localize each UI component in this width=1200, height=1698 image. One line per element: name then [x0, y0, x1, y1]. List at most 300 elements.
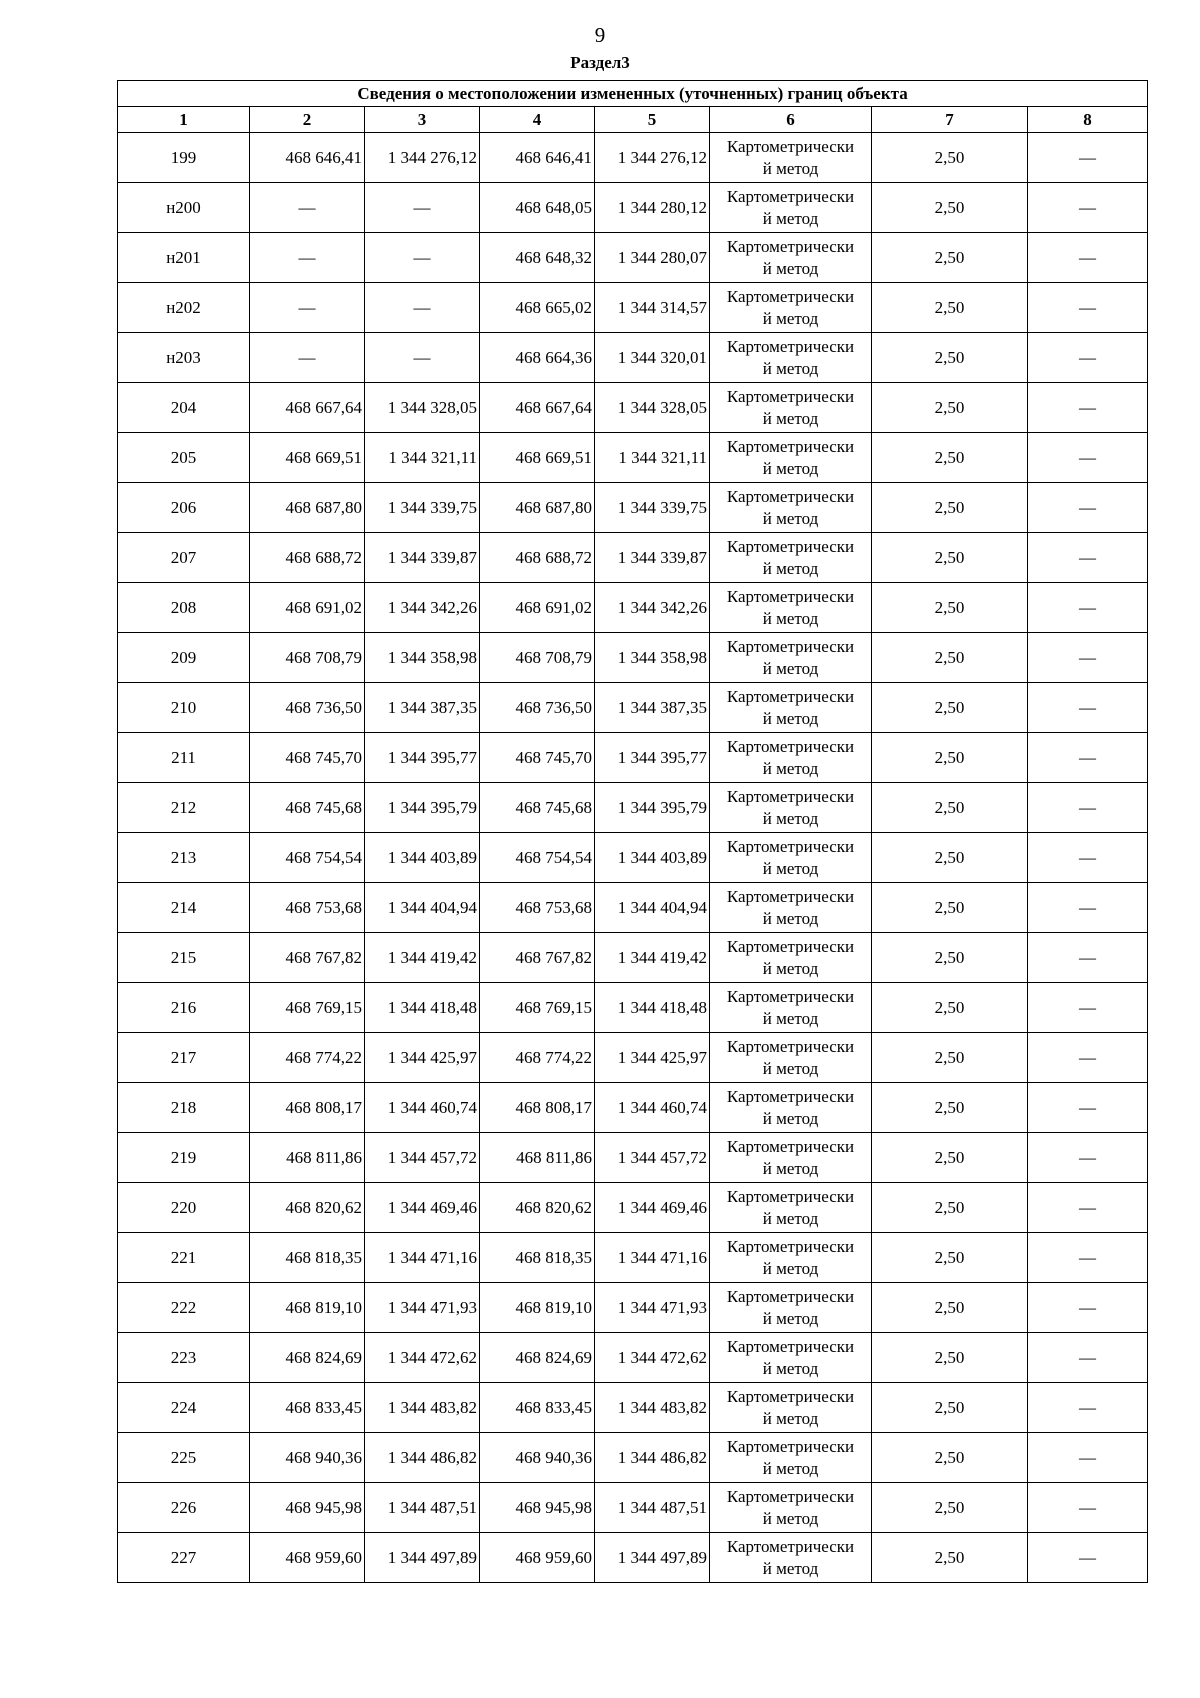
y-new-cell: 1 344 339,75 — [595, 483, 710, 533]
description-cell: — — [1028, 1483, 1148, 1533]
description-cell: — — [1028, 983, 1148, 1033]
method-cell — [710, 383, 872, 433]
description-cell: — — [1028, 833, 1148, 883]
y-new-cell: 1 344 483,82 — [595, 1383, 710, 1433]
description-cell: — — [1028, 1333, 1148, 1383]
table-row — [118, 483, 1148, 533]
point-number-cell: 207 — [118, 533, 250, 583]
point-number-cell: 213 — [118, 833, 250, 883]
method-line-1: Картометрически — [726, 886, 855, 906]
y-new-cell: 1 344 497,89 — [595, 1533, 710, 1583]
method-cell — [710, 283, 872, 333]
table-row — [118, 183, 1148, 233]
point-number-cell: 223 — [118, 1333, 250, 1383]
method-line-2: й метод — [762, 1108, 819, 1128]
y-old-cell: 1 344 471,93 — [365, 1283, 480, 1333]
x-new-cell: 468 687,80 — [480, 483, 595, 533]
point-number-cell: 210 — [118, 683, 250, 733]
y-new-cell: 1 344 339,87 — [595, 533, 710, 583]
method-line-2: й метод — [762, 708, 819, 728]
description-cell: — — [1028, 333, 1148, 383]
x-old-cell: 468 811,86 — [250, 1133, 365, 1183]
method-line-2: й метод — [762, 758, 819, 778]
table-caption: Сведения о местоположении измененных (уточненных) границ объекта — [118, 81, 1148, 107]
table-caption-row — [118, 81, 1148, 107]
point-number-cell: 225 — [118, 1433, 250, 1483]
method-cell — [710, 1233, 872, 1283]
table-row — [118, 1183, 1148, 1233]
table-row — [118, 333, 1148, 383]
method-line-1: Картометрически — [726, 936, 855, 956]
method-line-2: й метод — [762, 1008, 819, 1028]
x-new-cell: 468 940,36 — [480, 1433, 595, 1483]
description-cell: — — [1028, 583, 1148, 633]
precision-cell: 2,50 — [872, 1533, 1028, 1583]
method-line-1: Картометрически — [726, 386, 855, 406]
method-line-1: Картометрически — [726, 236, 855, 256]
point-number-cell: 206 — [118, 483, 250, 533]
y-old-cell: 1 344 395,77 — [365, 733, 480, 783]
x-old-cell: — — [250, 283, 365, 333]
precision-cell: 2,50 — [872, 1083, 1028, 1133]
table-row — [118, 1033, 1148, 1083]
method-line-2: й метод — [762, 608, 819, 628]
description-cell: — — [1028, 633, 1148, 683]
method-line-1: Картометрически — [726, 1236, 855, 1256]
y-old-cell: 1 344 395,79 — [365, 783, 480, 833]
x-new-cell: 468 808,17 — [480, 1083, 595, 1133]
column-number-3: 3 — [365, 107, 480, 133]
table-row — [118, 683, 1148, 733]
method-cell — [710, 883, 872, 933]
y-old-cell: — — [365, 283, 480, 333]
table-row — [118, 583, 1148, 633]
y-new-cell: 1 344 404,94 — [595, 883, 710, 933]
x-new-cell: 468 959,60 — [480, 1533, 595, 1583]
precision-cell: 2,50 — [872, 233, 1028, 283]
method-line-1: Картометрически — [726, 1486, 855, 1506]
point-number-cell: 208 — [118, 583, 250, 633]
point-number-cell: 212 — [118, 783, 250, 833]
precision-cell: 2,50 — [872, 183, 1028, 233]
y-new-cell: 1 344 471,93 — [595, 1283, 710, 1333]
y-old-cell: 1 344 425,97 — [365, 1033, 480, 1083]
y-old-cell: 1 344 276,12 — [365, 133, 480, 183]
method-cell — [710, 1483, 872, 1533]
description-cell: — — [1028, 783, 1148, 833]
method-line-2: й метод — [762, 1058, 819, 1078]
x-new-cell: 468 818,35 — [480, 1233, 595, 1283]
x-new-cell: 468 819,10 — [480, 1283, 595, 1333]
table-row — [118, 233, 1148, 283]
x-old-cell: 468 945,98 — [250, 1483, 365, 1533]
x-old-cell: 468 754,54 — [250, 833, 365, 883]
precision-cell: 2,50 — [872, 483, 1028, 533]
table-row — [118, 1083, 1148, 1133]
y-new-cell: 1 344 472,62 — [595, 1333, 710, 1383]
method-line-2: й метод — [762, 1358, 819, 1378]
precision-cell: 2,50 — [872, 533, 1028, 583]
precision-cell: 2,50 — [872, 733, 1028, 783]
precision-cell: 2,50 — [872, 883, 1028, 933]
method-cell — [710, 1183, 872, 1233]
y-new-cell: 1 344 487,51 — [595, 1483, 710, 1533]
point-number-cell: н202 — [118, 283, 250, 333]
point-number-cell: н200 — [118, 183, 250, 233]
table-row — [118, 383, 1148, 433]
x-old-cell: 468 745,68 — [250, 783, 365, 833]
method-cell — [710, 1383, 872, 1433]
table-row — [118, 1233, 1148, 1283]
y-new-cell: 1 344 418,48 — [595, 983, 710, 1033]
y-new-cell: 1 344 321,11 — [595, 433, 710, 483]
y-new-cell: 1 344 419,42 — [595, 933, 710, 983]
method-line-2: й метод — [762, 1458, 819, 1478]
precision-cell: 2,50 — [872, 333, 1028, 383]
method-cell — [710, 783, 872, 833]
description-cell: — — [1028, 183, 1148, 233]
method-cell — [710, 433, 872, 483]
y-old-cell: 1 344 460,74 — [365, 1083, 480, 1133]
method-cell — [710, 833, 872, 883]
x-old-cell: 468 818,35 — [250, 1233, 365, 1283]
table-row — [118, 733, 1148, 783]
precision-cell: 2,50 — [872, 1383, 1028, 1433]
method-line-1: Картометрически — [726, 1536, 855, 1556]
method-line-1: Картометрически — [726, 1086, 855, 1106]
y-old-cell: 1 344 321,11 — [365, 433, 480, 483]
method-line-1: Картометрически — [726, 136, 855, 156]
x-new-cell: 468 754,54 — [480, 833, 595, 883]
method-cell — [710, 1283, 872, 1333]
x-new-cell: 468 691,02 — [480, 583, 595, 633]
column-number-row — [118, 107, 1148, 133]
coordinates-table — [117, 80, 1148, 1583]
x-old-cell: 468 774,22 — [250, 1033, 365, 1083]
table-row — [118, 433, 1148, 483]
method-line-1: Картометрически — [726, 536, 855, 556]
y-new-cell: 1 344 471,16 — [595, 1233, 710, 1283]
method-line-2: й метод — [762, 508, 819, 528]
table-row — [118, 283, 1148, 333]
method-line-1: Картометрически — [726, 986, 855, 1006]
y-old-cell: 1 344 472,62 — [365, 1333, 480, 1383]
method-line-1: Картометрически — [726, 186, 855, 206]
y-new-cell: 1 344 395,79 — [595, 783, 710, 833]
method-line-2: й метод — [762, 208, 819, 228]
x-old-cell: 468 687,80 — [250, 483, 365, 533]
x-new-cell: 468 769,15 — [480, 983, 595, 1033]
x-new-cell: 468 708,79 — [480, 633, 595, 683]
method-cell — [710, 633, 872, 683]
y-old-cell: 1 344 419,42 — [365, 933, 480, 983]
table-row — [118, 1133, 1148, 1183]
description-cell: — — [1028, 1383, 1148, 1433]
x-new-cell: 468 745,70 — [480, 733, 595, 783]
section-title: Раздел3 — [570, 53, 630, 72]
y-new-cell: 1 344 403,89 — [595, 833, 710, 883]
precision-cell: 2,50 — [872, 983, 1028, 1033]
description-cell: — — [1028, 133, 1148, 183]
precision-cell: 2,50 — [872, 433, 1028, 483]
x-old-cell: 468 959,60 — [250, 1533, 365, 1583]
table-row — [118, 1333, 1148, 1383]
description-cell: — — [1028, 283, 1148, 333]
method-cell — [710, 183, 872, 233]
y-new-cell: 1 344 280,07 — [595, 233, 710, 283]
precision-cell: 2,50 — [872, 783, 1028, 833]
description-cell: — — [1028, 1233, 1148, 1283]
table-row — [118, 983, 1148, 1033]
method-line-1: Картометрически — [726, 486, 855, 506]
column-number-5: 5 — [595, 107, 710, 133]
point-number-cell: 217 — [118, 1033, 250, 1083]
x-new-cell: 468 664,36 — [480, 333, 595, 383]
precision-cell: 2,50 — [872, 1183, 1028, 1233]
method-line-1: Картометрически — [726, 686, 855, 706]
x-new-cell: 468 648,05 — [480, 183, 595, 233]
table-row — [118, 1483, 1148, 1533]
method-cell — [710, 1133, 872, 1183]
table-row — [118, 783, 1148, 833]
method-cell — [710, 483, 872, 533]
x-old-cell: 468 808,17 — [250, 1083, 365, 1133]
x-old-cell: 468 669,51 — [250, 433, 365, 483]
table-row — [118, 833, 1148, 883]
method-cell — [710, 583, 872, 633]
y-old-cell: — — [365, 183, 480, 233]
page-number: 9 — [594, 23, 606, 47]
method-line-1: Картометрически — [726, 1386, 855, 1406]
x-old-cell: 468 736,50 — [250, 683, 365, 733]
column-number-6: 6 — [710, 107, 872, 133]
description-cell: — — [1028, 733, 1148, 783]
description-cell: — — [1028, 383, 1148, 433]
y-old-cell: 1 344 487,51 — [365, 1483, 480, 1533]
x-old-cell: 468 820,62 — [250, 1183, 365, 1233]
method-line-1: Картометрически — [726, 736, 855, 756]
column-number-4: 4 — [480, 107, 595, 133]
y-old-cell: 1 344 457,72 — [365, 1133, 480, 1183]
x-new-cell: 468 736,50 — [480, 683, 595, 733]
precision-cell: 2,50 — [872, 833, 1028, 883]
x-new-cell: 468 811,86 — [480, 1133, 595, 1183]
method-line-2: й метод — [762, 308, 819, 328]
x-old-cell: 468 753,68 — [250, 883, 365, 933]
method-line-2: й метод — [762, 1558, 819, 1578]
x-old-cell: 468 940,36 — [250, 1433, 365, 1483]
method-line-1: Картометрически — [726, 1286, 855, 1306]
precision-cell: 2,50 — [872, 583, 1028, 633]
column-number-7: 7 — [872, 107, 1028, 133]
point-number-cell: 218 — [118, 1083, 250, 1133]
x-new-cell: 468 824,69 — [480, 1333, 595, 1383]
x-old-cell: 468 824,69 — [250, 1333, 365, 1383]
point-number-cell: 222 — [118, 1283, 250, 1333]
method-line-2: й метод — [762, 1258, 819, 1278]
y-old-cell: 1 344 486,82 — [365, 1433, 480, 1483]
description-cell: — — [1028, 683, 1148, 733]
point-number-cell: 220 — [118, 1183, 250, 1233]
method-line-2: й метод — [762, 1408, 819, 1428]
y-new-cell: 1 344 276,12 — [595, 133, 710, 183]
x-new-cell: 468 669,51 — [480, 433, 595, 483]
x-old-cell: 468 691,02 — [250, 583, 365, 633]
y-old-cell: 1 344 403,89 — [365, 833, 480, 883]
point-number-cell: 219 — [118, 1133, 250, 1183]
method-cell — [710, 1333, 872, 1383]
x-old-cell: — — [250, 233, 365, 283]
y-old-cell: 1 344 387,35 — [365, 683, 480, 733]
table-row — [118, 633, 1148, 683]
y-new-cell: 1 344 320,01 — [595, 333, 710, 383]
table-row — [118, 1283, 1148, 1333]
x-new-cell: 468 820,62 — [480, 1183, 595, 1233]
precision-cell: 2,50 — [872, 1233, 1028, 1283]
method-line-1: Картометрически — [726, 1436, 855, 1456]
method-cell — [710, 733, 872, 783]
point-number-cell: н201 — [118, 233, 250, 283]
method-line-1: Картометрически — [726, 286, 855, 306]
method-line-2: й метод — [762, 408, 819, 428]
method-cell — [710, 1433, 872, 1483]
description-cell: — — [1028, 1183, 1148, 1233]
method-line-2: й метод — [762, 958, 819, 978]
y-old-cell: 1 344 339,75 — [365, 483, 480, 533]
method-line-2: й метод — [762, 458, 819, 478]
x-new-cell: 468 774,22 — [480, 1033, 595, 1083]
description-cell: — — [1028, 1083, 1148, 1133]
y-old-cell: 1 344 404,94 — [365, 883, 480, 933]
precision-cell: 2,50 — [872, 1333, 1028, 1383]
method-cell — [710, 983, 872, 1033]
column-number-8: 8 — [1028, 107, 1148, 133]
point-number-cell: 199 — [118, 133, 250, 183]
y-new-cell: 1 344 486,82 — [595, 1433, 710, 1483]
precision-cell: 2,50 — [872, 683, 1028, 733]
precision-cell: 2,50 — [872, 283, 1028, 333]
y-old-cell: 1 344 342,26 — [365, 583, 480, 633]
x-new-cell: 468 648,32 — [480, 233, 595, 283]
method-line-2: й метод — [762, 558, 819, 578]
x-old-cell: 468 688,72 — [250, 533, 365, 583]
method-cell — [710, 333, 872, 383]
x-old-cell: 468 769,15 — [250, 983, 365, 1033]
method-line-1: Картометрически — [726, 1336, 855, 1356]
x-old-cell: 468 646,41 — [250, 133, 365, 183]
y-new-cell: 1 344 457,72 — [595, 1133, 710, 1183]
x-new-cell: 468 688,72 — [480, 533, 595, 583]
description-cell: — — [1028, 233, 1148, 283]
table-row — [118, 883, 1148, 933]
method-line-2: й метод — [762, 1208, 819, 1228]
x-new-cell: 468 833,45 — [480, 1383, 595, 1433]
point-number-cell: 227 — [118, 1533, 250, 1583]
table-row — [118, 1533, 1148, 1583]
precision-cell: 2,50 — [872, 383, 1028, 433]
method-cell — [710, 133, 872, 183]
precision-cell: 2,50 — [872, 1033, 1028, 1083]
y-new-cell: 1 344 425,97 — [595, 1033, 710, 1083]
x-new-cell: 468 753,68 — [480, 883, 595, 933]
y-old-cell: — — [365, 333, 480, 383]
y-new-cell: 1 344 358,98 — [595, 633, 710, 683]
y-old-cell: 1 344 469,46 — [365, 1183, 480, 1233]
y-old-cell: 1 344 339,87 — [365, 533, 480, 583]
y-old-cell: — — [365, 233, 480, 283]
y-new-cell: 1 344 469,46 — [595, 1183, 710, 1233]
method-line-2: й метод — [762, 1308, 819, 1328]
method-line-2: й метод — [762, 258, 819, 278]
point-number-cell: 216 — [118, 983, 250, 1033]
y-new-cell: 1 344 342,26 — [595, 583, 710, 633]
precision-cell: 2,50 — [872, 1433, 1028, 1483]
method-line-2: й метод — [762, 358, 819, 378]
method-line-2: й метод — [762, 1158, 819, 1178]
point-number-cell: 224 — [118, 1383, 250, 1433]
precision-cell: 2,50 — [872, 633, 1028, 683]
table-body — [118, 81, 1148, 1583]
point-number-cell: 226 — [118, 1483, 250, 1533]
method-line-1: Картометрически — [726, 636, 855, 656]
method-cell — [710, 683, 872, 733]
description-cell: — — [1028, 1433, 1148, 1483]
y-old-cell: 1 344 483,82 — [365, 1383, 480, 1433]
precision-cell: 2,50 — [872, 933, 1028, 983]
point-number-cell: 214 — [118, 883, 250, 933]
precision-cell: 2,50 — [872, 1283, 1028, 1333]
x-old-cell: — — [250, 333, 365, 383]
y-new-cell: 1 344 314,57 — [595, 283, 710, 333]
method-line-1: Картометрически — [726, 436, 855, 456]
y-new-cell: 1 344 280,12 — [595, 183, 710, 233]
description-cell: — — [1028, 533, 1148, 583]
table-row — [118, 533, 1148, 583]
y-new-cell: 1 344 460,74 — [595, 1083, 710, 1133]
table-row — [118, 1383, 1148, 1433]
method-line-1: Картометрически — [726, 336, 855, 356]
precision-cell: 2,50 — [872, 1133, 1028, 1183]
y-new-cell: 1 344 395,77 — [595, 733, 710, 783]
method-cell — [710, 933, 872, 983]
method-line-2: й метод — [762, 908, 819, 928]
point-number-cell: 204 — [118, 383, 250, 433]
method-line-1: Картометрически — [726, 1036, 855, 1056]
x-old-cell: 468 708,79 — [250, 633, 365, 683]
table-row — [118, 933, 1148, 983]
description-cell: — — [1028, 433, 1148, 483]
table-row — [118, 1433, 1148, 1483]
method-cell — [710, 233, 872, 283]
description-cell: — — [1028, 1033, 1148, 1083]
y-old-cell: 1 344 328,05 — [365, 383, 480, 433]
x-old-cell: 468 667,64 — [250, 383, 365, 433]
description-cell: — — [1028, 1533, 1148, 1583]
description-cell: — — [1028, 483, 1148, 533]
description-cell: — — [1028, 1283, 1148, 1333]
precision-cell: 2,50 — [872, 1483, 1028, 1533]
column-number-1: 1 — [118, 107, 250, 133]
x-new-cell: 468 665,02 — [480, 283, 595, 333]
x-new-cell: 468 945,98 — [480, 1483, 595, 1533]
method-cell — [710, 1083, 872, 1133]
y-new-cell: 1 344 328,05 — [595, 383, 710, 433]
description-cell: — — [1028, 933, 1148, 983]
y-old-cell: 1 344 418,48 — [365, 983, 480, 1033]
x-new-cell: 468 667,64 — [480, 383, 595, 433]
x-old-cell: — — [250, 183, 365, 233]
method-line-2: й метод — [762, 858, 819, 878]
